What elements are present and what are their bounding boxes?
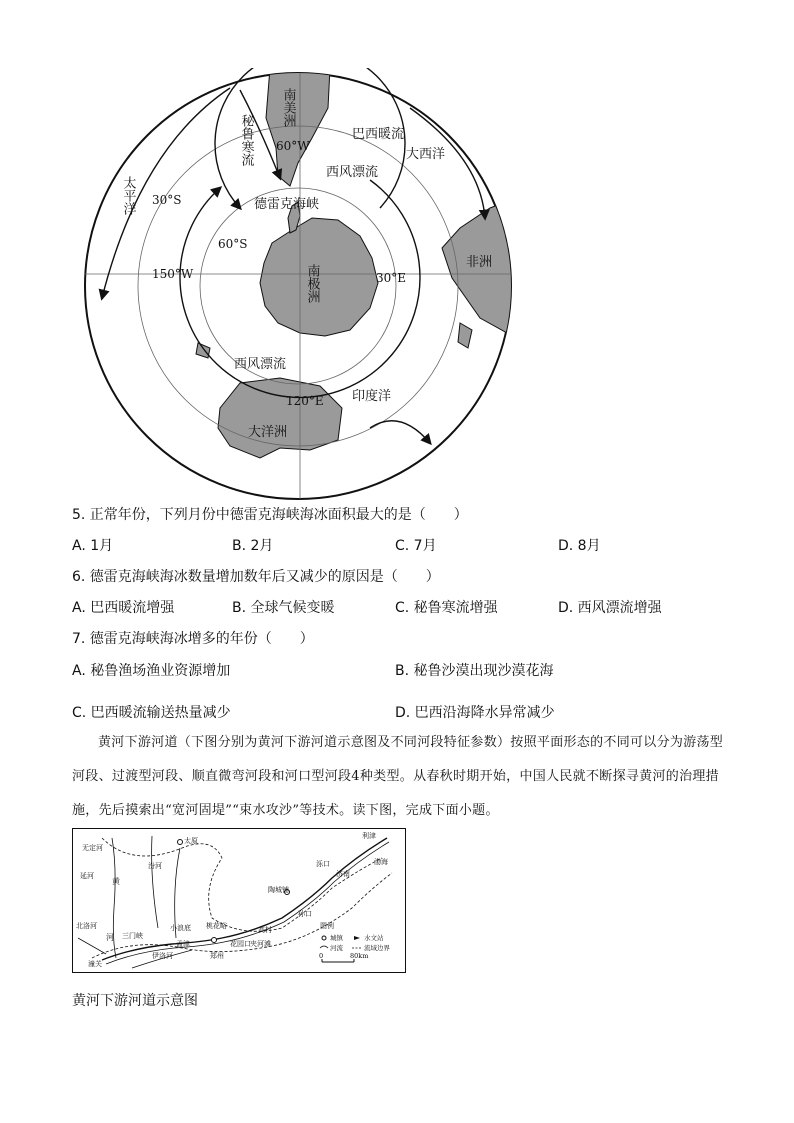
map2-label-luokou: 泺口 xyxy=(316,860,330,868)
map2-label-yiluo: 伊洛河 xyxy=(152,952,173,960)
label-brazil-current: 巴西暖流 xyxy=(352,127,405,142)
label-westerly-drift-upper: 西风漂流 xyxy=(326,165,379,180)
question-6-option-d[interactable]: D. 西风漂流增强 xyxy=(558,600,662,616)
map2-scale: 80km xyxy=(350,952,369,960)
question-7-option-d[interactable]: D. 巴西沿海降水异常减少 xyxy=(395,705,555,721)
question-5-stem: 5. 正常年份，下列月份中德雷克海峡海冰面积最大的是（ ） xyxy=(72,507,468,523)
label-60w: 60°W xyxy=(276,139,310,153)
yellow-river-passage: 黄河下游河道（下图分别为黄河下游河道示意图及不同河段特征参数）按照平面形态的不同可以分为游荡型河段、过渡型河段、顺直微弯河段和河口型河段4种类型。从春秋时期开始，中国人民就不断探寻黄河的治理措施，先后摸索出“宽河固堤”“束水攻沙”等技术。读下图，完成下面小题。 xyxy=(72,735,724,818)
map2-label-beiluo: 北洛河 xyxy=(76,922,97,930)
question-7-option-b[interactable]: B. 秘鲁沙漠出现沙漠花海 xyxy=(395,663,554,679)
map2-legend-river: 河流 xyxy=(330,944,343,952)
map2-label-huayuankou: 花园口 xyxy=(230,940,251,948)
map2-label-zhengzhou: 郑州 xyxy=(210,952,224,960)
question-5-option-a[interactable]: A. 1月 xyxy=(72,538,114,554)
label-antarctica: 南极洲 xyxy=(304,264,320,303)
label-150w: 150°W xyxy=(152,267,194,281)
question-6-option-b[interactable]: B. 全球气候变暖 xyxy=(232,600,335,616)
label-oceania: 大洋洲 xyxy=(248,425,288,440)
map2-label-sunkou: 孙口 xyxy=(298,910,312,918)
map2-label-xiaolangdi: 小浪底 xyxy=(170,924,191,932)
map2-label-jiahetan: 夹河滩 xyxy=(250,940,271,948)
map2-label-bohai: 渤海 xyxy=(374,858,388,866)
map2-label-wuding: 无定河 xyxy=(82,844,103,852)
map2-label-yanhe: 延河 xyxy=(80,872,94,880)
question-6-option-c[interactable]: C. 秘鲁寒流增强 xyxy=(395,600,498,616)
map2-scale-zero: 0 xyxy=(319,952,324,960)
map2-label-gaocun: 高村 xyxy=(258,926,272,934)
question-6-option-a[interactable]: A. 巴西暖流增强 xyxy=(72,600,175,616)
question-6-stem: 6. 德雷克海峡海冰数量增加数年后又减少的原因是（ ） xyxy=(72,569,440,585)
question-7-option-a[interactable]: A. 秘鲁渔场渔业资源增加 xyxy=(72,663,231,679)
label-africa: 非洲 xyxy=(466,255,493,270)
map2-label-mengjin: 孟津 xyxy=(176,940,190,948)
label-peru-current: 秘鲁寒流 xyxy=(238,114,254,166)
label-pacific: 太平洋 xyxy=(120,176,136,215)
map2-label-tongguan: 潼关 xyxy=(88,960,102,968)
label-westerly-drift-lower: 西风漂流 xyxy=(234,357,287,372)
map2-label-huang: 黄 xyxy=(112,877,120,886)
label-drake: 德雷克海峡 xyxy=(254,197,320,212)
label-south-america: 南美洲 xyxy=(280,88,296,127)
map2-label-fenhe: 汾河 xyxy=(148,862,162,870)
yellow-river-map xyxy=(72,828,406,973)
map2-label-taohuayu: 桃花峪 xyxy=(206,922,227,930)
label-30e: 30°E xyxy=(376,271,407,285)
label-atlantic: 大西洋 xyxy=(406,147,446,162)
question-7-option-c[interactable]: C. 巴西暖流输送热量减少 xyxy=(72,705,231,721)
question-5-option-c[interactable]: C. 7月 xyxy=(395,538,437,554)
map2-label-taocheng: 陶城铺 xyxy=(268,886,289,894)
question-7-stem: 7. 德雷克海峡海冰增多的年份（ ） xyxy=(72,631,314,647)
map2-legend-title: 图例 xyxy=(320,922,334,930)
figure-caption: 黄河下游河道示意图 xyxy=(72,993,198,1009)
label-30s: 30°S xyxy=(152,193,182,207)
map2-legend-town: 城镇 xyxy=(330,934,343,942)
map2-label-lijin: 利津 xyxy=(362,832,376,840)
question-5-option-d[interactable]: D. 8月 xyxy=(558,538,601,554)
map2-label-jinan: 济南 xyxy=(336,870,350,878)
label-indian: 印度洋 xyxy=(352,389,392,404)
map2-legend-boundary: 流域边界 xyxy=(364,944,390,952)
label-60s: 60°S xyxy=(218,237,248,251)
map2-label-taiyuan: 太原 xyxy=(184,837,198,845)
map2-legend-station: 水文站 xyxy=(364,934,384,942)
map2-label-sanmenxia: 三门峡 xyxy=(122,932,143,940)
map2-label-he: 河 xyxy=(106,933,114,942)
label-120e: 120°E xyxy=(286,394,324,408)
question-5-option-b[interactable]: B. 2月 xyxy=(232,538,274,554)
south-polar-ocean-current-map xyxy=(80,68,516,504)
